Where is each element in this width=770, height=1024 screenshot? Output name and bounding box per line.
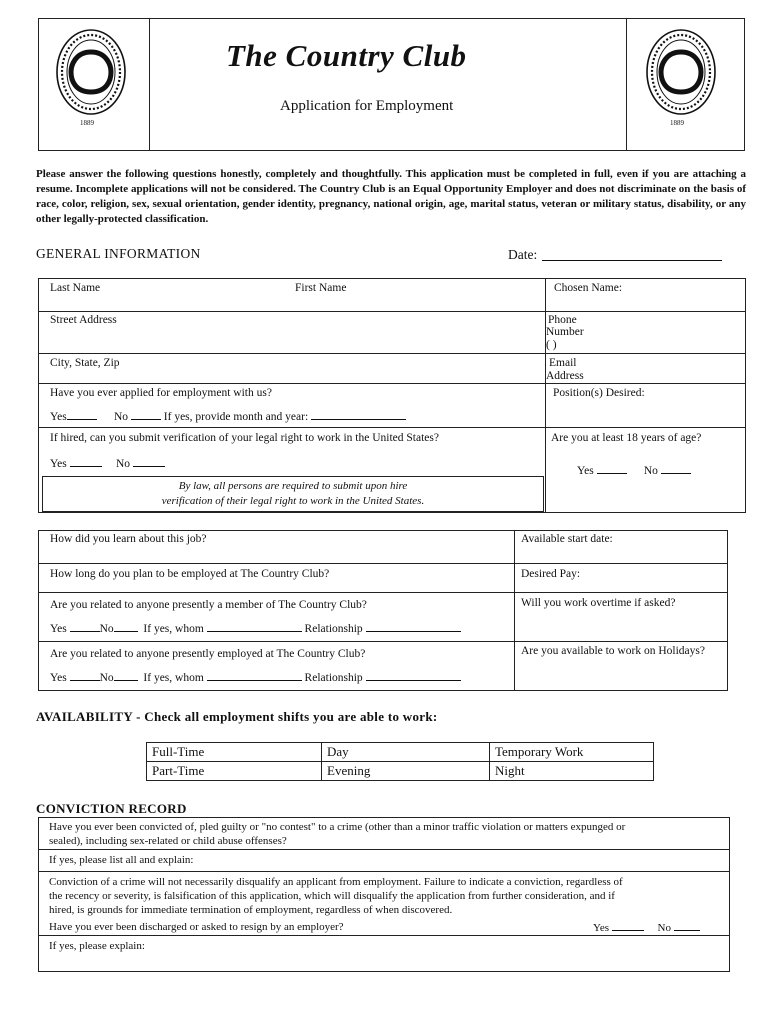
member-no-label: No bbox=[99, 623, 114, 635]
discharged-yes-label: Yes bbox=[593, 922, 610, 934]
shift-part-time[interactable]: Part-Time bbox=[152, 763, 205, 778]
general-row-2 bbox=[38, 353, 746, 354]
member-relationship-field[interactable] bbox=[366, 621, 461, 632]
conviction-notice-line-1: Conviction of a crime will not necessarily disqualify an applicant from employment. Failure to indicate a conviction, regardless of bbox=[49, 876, 623, 888]
employee-question: Are you related to anyone presently employed at The Country Club? bbox=[50, 648, 366, 660]
intro-paragraph: Please answer the following questions honestly, completely and thoughtfully. This application must be completed in full, even if you are attaching a resume. Incomplete applications will not be considered. The Country Club is an Equal Opportunity Employer and does not discriminate on the basis of race, color, religion, sex, sexual orientation, gender identity, pregnancy, national origin, age, marital status, veteran or military status, disability, or any other legally-protected classification. bbox=[36, 168, 746, 225]
overtime-question[interactable]: Will you work overtime if asked? bbox=[521, 597, 676, 609]
street-address-field[interactable]: Street Address bbox=[50, 314, 117, 326]
email-address-field[interactable]: Address bbox=[546, 370, 584, 382]
shift-night[interactable]: Night bbox=[495, 763, 525, 778]
holidays-question[interactable]: Are you available to work on Holidays? bbox=[521, 645, 705, 657]
job-row-2 bbox=[38, 592, 728, 593]
phone-label-1: Phone bbox=[548, 314, 577, 326]
employee-answers bbox=[50, 670, 461, 684]
date-field[interactable] bbox=[542, 260, 722, 261]
applied-yes-label: Yes bbox=[50, 411, 67, 423]
conviction-row-3 bbox=[38, 935, 730, 936]
conviction-explain-field[interactable]: If yes, please list all and explain: bbox=[49, 854, 194, 866]
applied-no-field[interactable] bbox=[131, 409, 161, 420]
general-row-4 bbox=[38, 427, 746, 428]
law-notice-line-1: By law, all persons are required to submit upon hire bbox=[178, 480, 408, 492]
learn-about-job-field[interactable]: How did you learn about this job? bbox=[50, 533, 207, 545]
member-yes-field[interactable] bbox=[70, 621, 100, 632]
club-logo-left bbox=[53, 26, 129, 128]
member-whom-label: If yes, whom bbox=[143, 623, 204, 635]
age-no-label: No bbox=[643, 465, 658, 477]
conviction-question-line-1: Have you ever been convicted of, pled guilty or "no contest" to a crime (other than a minor traffic violation or matters expunged or bbox=[49, 821, 626, 833]
header-divider-right bbox=[626, 18, 627, 151]
header-divider-left bbox=[149, 18, 150, 151]
conviction-question-line-2: sealed), including sex-related or child abuse offenses? bbox=[49, 835, 287, 847]
employee-whom-field[interactable] bbox=[207, 670, 302, 681]
general-col-divider bbox=[545, 278, 546, 513]
club-logo-right bbox=[643, 26, 719, 128]
shift-temporary-work[interactable]: Temporary Work bbox=[495, 744, 584, 759]
conviction-row-1 bbox=[38, 849, 730, 850]
applied-yes-field[interactable] bbox=[67, 409, 97, 420]
position-desired-field[interactable]: Position(s) Desired: bbox=[553, 387, 645, 399]
date-label: Date: bbox=[508, 247, 538, 262]
employee-yes-label: Yes bbox=[50, 672, 67, 684]
verify-answers bbox=[50, 456, 165, 470]
phone-label-2: Number bbox=[546, 326, 584, 338]
club-title: The Country Club bbox=[226, 38, 467, 73]
availability-heading: AVAILABILITY - Check all employment shifts you are able to work: bbox=[36, 709, 438, 724]
logo-year-left: 1889 bbox=[80, 119, 94, 127]
general-row-1 bbox=[38, 311, 746, 312]
discharged-no-label: No bbox=[657, 922, 671, 934]
member-answers bbox=[50, 621, 461, 635]
last-name-field[interactable]: Last Name bbox=[50, 282, 101, 294]
member-relationship-label: Relationship bbox=[304, 623, 363, 635]
desired-pay-field[interactable]: Desired Pay: bbox=[521, 568, 581, 580]
applied-question: Have you ever applied for employment with us? bbox=[50, 387, 272, 399]
first-name-field[interactable]: First Name bbox=[295, 282, 347, 294]
logo-year-right: 1889 bbox=[670, 119, 684, 127]
discharged-explain-field[interactable]: If yes, please explain: bbox=[49, 940, 145, 952]
law-notice-line-2: verification of their legal right to work in the United States. bbox=[161, 495, 425, 507]
phone-number-field[interactable]: ( ) bbox=[546, 339, 557, 351]
verify-yes-field[interactable] bbox=[70, 456, 102, 467]
applied-no-label: No bbox=[113, 411, 129, 423]
applied-when-field[interactable] bbox=[311, 409, 406, 420]
verify-yes-label: Yes bbox=[50, 458, 67, 470]
member-whom-field[interactable] bbox=[207, 621, 302, 632]
general-row-3 bbox=[38, 383, 746, 384]
verify-no-field[interactable] bbox=[133, 456, 165, 467]
verify-question: If hired, can you submit verification of your legal right to work in the United States? bbox=[50, 432, 439, 444]
employee-whom-label: If yes, whom bbox=[143, 672, 204, 684]
employee-relationship-label: Relationship bbox=[304, 672, 363, 684]
general-heading: GENERAL INFORMATION bbox=[36, 246, 201, 261]
job-col-divider bbox=[514, 530, 515, 691]
verify-no-label: No bbox=[115, 458, 131, 470]
member-question: Are you related to anyone presently a member of The Country Club? bbox=[50, 599, 367, 611]
conviction-row-2 bbox=[38, 871, 730, 872]
city-state-zip-field[interactable]: City, State, Zip bbox=[50, 357, 120, 369]
employment-duration-field[interactable]: How long do you plan to be employed at The Country Club? bbox=[50, 568, 330, 580]
discharged-answers bbox=[593, 920, 700, 935]
age-yes-field[interactable] bbox=[597, 463, 627, 474]
conviction-notice-line-2: the recency or severity, is falsification of this application, which will disqualify the application from further consideration, and if bbox=[49, 890, 615, 902]
job-row-3 bbox=[38, 641, 728, 642]
conviction-notice-line-3: hired, is grounds for immediate termination of employment, regardless of when discovered. bbox=[49, 904, 453, 916]
age-question: Are you at least 18 years of age? bbox=[551, 432, 702, 444]
conviction-heading: CONVICTION RECORD bbox=[36, 801, 187, 816]
start-date-field[interactable]: Available start date: bbox=[521, 533, 613, 545]
employee-no-field[interactable] bbox=[114, 670, 138, 681]
applied-when-label: If yes, provide month and year: bbox=[163, 411, 309, 423]
shift-evening[interactable]: Evening bbox=[327, 763, 371, 778]
employee-relationship-field[interactable] bbox=[366, 670, 461, 681]
shift-full-time[interactable]: Full-Time bbox=[152, 744, 205, 759]
email-label-1: Email bbox=[549, 357, 577, 369]
member-yes-label: Yes bbox=[50, 623, 67, 635]
employee-yes-field[interactable] bbox=[70, 670, 100, 681]
age-yes-label: Yes bbox=[577, 465, 594, 477]
applied-answers bbox=[50, 409, 406, 423]
job-row-1 bbox=[38, 563, 728, 564]
age-answers bbox=[577, 463, 691, 477]
discharged-no-field[interactable] bbox=[674, 920, 700, 931]
shift-day[interactable]: Day bbox=[327, 744, 349, 759]
age-no-field[interactable] bbox=[661, 463, 691, 474]
discharged-yes-field[interactable] bbox=[612, 920, 644, 931]
employee-no-label: No bbox=[99, 672, 114, 684]
discharged-question: Have you ever been discharged or asked to resign by an employer? bbox=[49, 921, 344, 933]
availability-row bbox=[146, 761, 654, 762]
chosen-name-field[interactable]: Chosen Name: bbox=[554, 282, 623, 294]
form-subtitle: Application for Employment bbox=[280, 98, 454, 114]
member-no-field[interactable] bbox=[114, 621, 138, 632]
